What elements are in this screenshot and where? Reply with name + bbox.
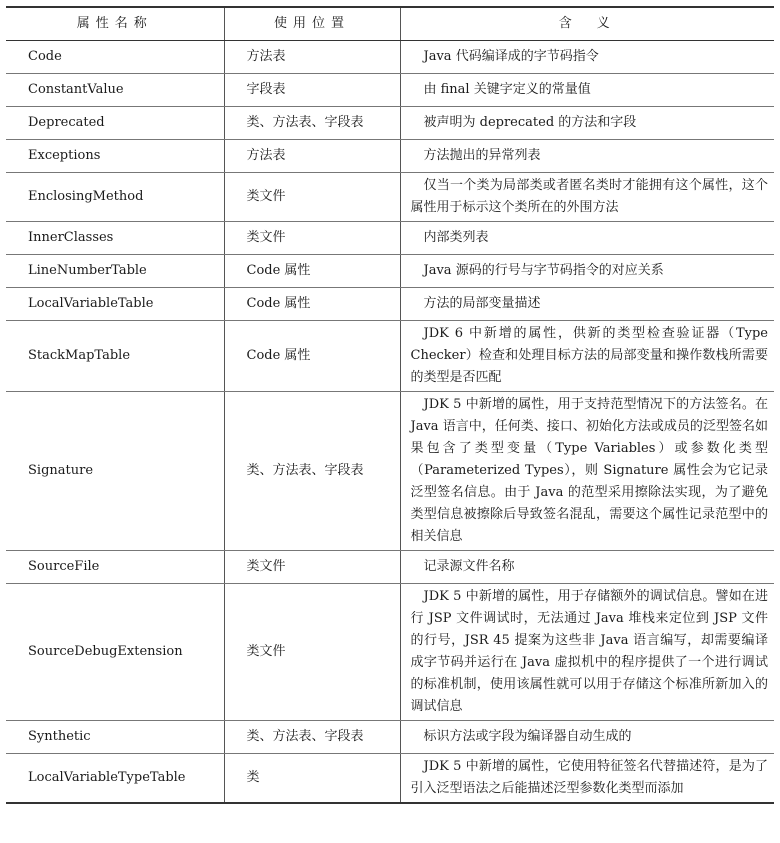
usage-location-cell: 类、方法表、字段表 [224,107,400,140]
usage-location-cell: 类文件 [224,584,400,721]
meaning-cell: JDK 5 中新增的属性，用于支持范型情况下的方法签名。在 Java 语言中，任何类、接口、初始化方法或成员的泛型签名如果包含了类型变量（Type Variables）或参数化类型（Parameterized Types），则 Signature 属性会为它记录泛型签名信息。由于 Java 的范型采用擦除法实现，为了避免类型信息被擦除后导致签名混乱，需要这个属性记录范型中的相关信息 [400,392,774,551]
table-row [6,41,774,74]
table-row [6,392,774,551]
attribute-name-cell: StackMapTable [6,321,224,392]
attribute-name-cell: LocalVariableTable [6,288,224,321]
attribute-name-cell: LocalVariableTypeTable [6,754,224,804]
usage-location-cell: Code 属性 [224,255,400,288]
usage-location-cell: 方法表 [224,41,400,74]
usage-location-cell: 类 [224,754,400,804]
meaning-cell: 由 final 关键字定义的常量值 [400,74,774,107]
usage-location-cell: Code 属性 [224,321,400,392]
table-row [6,222,774,255]
usage-location-cell: 类、方法表、字段表 [224,721,400,754]
usage-location-cell: 类文件 [224,173,400,222]
table-row [6,321,774,392]
table-row [6,255,774,288]
table-body [6,41,774,804]
meaning-cell: Java 源码的行号与字节码指令的对应关系 [400,255,774,288]
attribute-name-cell: EnclosingMethod [6,173,224,222]
table-row [6,74,774,107]
meaning-cell: JDK 5 中新增的属性，它使用特征签名代替描述符，是为了引入泛型语法之后能描述泛型参数化类型而添加 [400,754,774,804]
attribute-name-cell: Signature [6,392,224,551]
usage-location-cell: 类、方法表、字段表 [224,392,400,551]
meaning-cell: 方法的局部变量描述 [400,288,774,321]
meaning-cell: JDK 6 中新增的属性，供新的类型检查验证器（Type Checker）检查和处理目标方法的局部变量和操作数栈所需要的类型是否匹配 [400,321,774,392]
usage-location-cell: 类文件 [224,551,400,584]
usage-location-cell: 字段表 [224,74,400,107]
attribute-name-cell: Exceptions [6,140,224,173]
meaning-cell: 方法抛出的异常列表 [400,140,774,173]
attribute-name-cell: Code [6,41,224,74]
attribute-name-cell: Deprecated [6,107,224,140]
meaning-cell: 被声明为 deprecated 的方法和字段 [400,107,774,140]
attribute-name-cell: Synthetic [6,721,224,754]
table-row [6,754,774,804]
attribute-name-cell: ConstantValue [6,74,224,107]
header-attribute-name: 属性名称 [6,7,224,41]
usage-location-cell: 方法表 [224,140,400,173]
usage-location-cell: Code 属性 [224,288,400,321]
header-usage-location: 使用位置 [224,7,400,41]
meaning-cell: 仅当一个类为局部类或者匿名类时才能拥有这个属性，这个属性用于标示这个类所在的外围方法 [400,173,774,222]
meaning-cell: 标识方法或字段为编译器自动生成的 [400,721,774,754]
class-attribute-table [6,6,774,804]
table-row [6,288,774,321]
table-row [6,173,774,222]
table-row [6,584,774,721]
table-header-row [6,7,774,41]
table-row [6,721,774,754]
attribute-name-cell: SourceDebugExtension [6,584,224,721]
attribute-name-cell: LineNumberTable [6,255,224,288]
attribute-name-cell: SourceFile [6,551,224,584]
table-row [6,551,774,584]
table-row [6,140,774,173]
meaning-cell: JDK 5 中新增的属性，用于存储额外的调试信息。譬如在进行 JSP 文件调试时，无法通过 Java 堆栈来定位到 JSP 文件的行号，JSR 45 提案为这些非 Java 语言编写，却需要编译成字节码并运行在 Java 虚拟机中的程序提供了一个进行调试的标准机制，使用该属性就可以用于存储这个标准所新加入的调试信息 [400,584,774,721]
attribute-name-cell: InnerClasses [6,222,224,255]
table-row [6,107,774,140]
meaning-cell: 内部类列表 [400,222,774,255]
header-meaning: 含 义 [400,7,774,41]
usage-location-cell: 类文件 [224,222,400,255]
meaning-cell: 记录源文件名称 [400,551,774,584]
meaning-cell: Java 代码编译成的字节码指令 [400,41,774,74]
